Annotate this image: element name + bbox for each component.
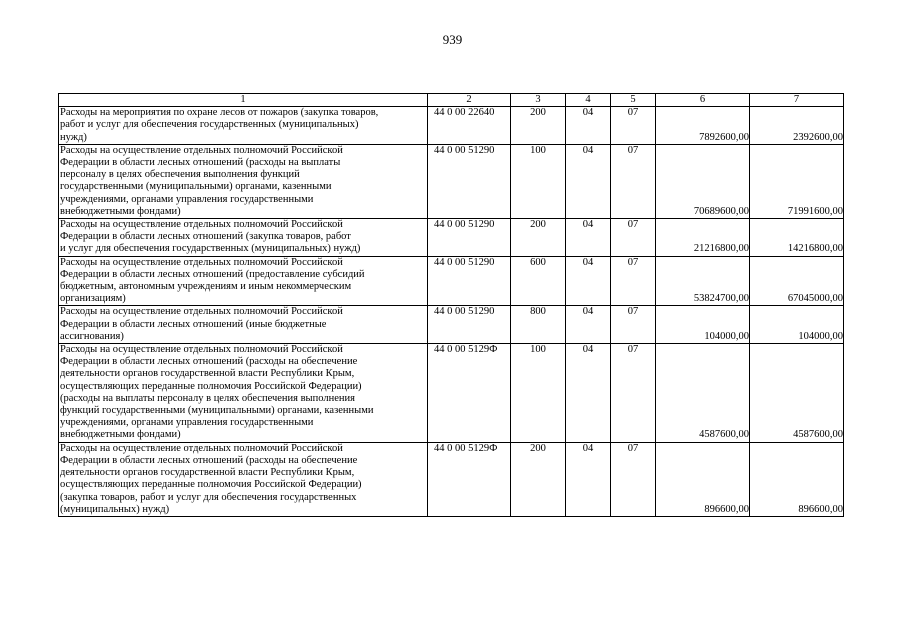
description-line: нужд) (60, 131, 87, 143)
expense-type-code: 200 (511, 442, 566, 516)
section-code: 04 (566, 344, 611, 443)
description-line: работ и услуг для обеспечения государственных (муниципальных) (60, 119, 359, 131)
subsection-code: 07 (611, 256, 656, 306)
section-code: 04 (566, 442, 611, 516)
description-line: Федерации в области лесных отношений (расходы на выплаты (60, 157, 341, 169)
amount-year-2: 71991600,00 (750, 144, 844, 218)
amount-year-1: 896600,00 (656, 442, 750, 516)
column-header: 7 (750, 94, 844, 107)
column-numbers-row (59, 94, 844, 107)
amount-year-2: 896600,00 (750, 442, 844, 516)
amount-year-1: 21216800,00 (656, 219, 750, 257)
subsection-code: 07 (611, 344, 656, 443)
expense-type-code: 200 (511, 107, 566, 145)
amount-year-2: 4587600,00 (750, 344, 844, 443)
description-line: учреждениями, органами управления государственными (60, 417, 314, 429)
amount-year-1: 53824700,00 (656, 256, 750, 306)
amount-year-2: 67045000,00 (750, 256, 844, 306)
expense-description (59, 306, 428, 344)
description-line: Расходы на мероприятия по охране лесов от пожаров (закупка товаров, (60, 107, 379, 119)
description-line: и услуг для обеспечения государственных (муниципальных) нужд) (60, 243, 361, 255)
description-line: организациям) (60, 293, 126, 305)
subsection-code: 07 (611, 219, 656, 257)
amount-year-1: 70689600,00 (656, 144, 750, 218)
target-article-code: 44 0 00 51290 (428, 306, 511, 344)
expense-description (59, 219, 428, 257)
target-article-code: 44 0 00 51290 (428, 144, 511, 218)
column-header: 2 (428, 94, 511, 107)
column-header: 4 (566, 94, 611, 107)
subsection-code: 07 (611, 306, 656, 344)
description-line: (муниципальных) нужд) (60, 503, 170, 515)
table-row (59, 442, 844, 516)
description-line: (расходы на выплаты персоналу в целях обеспечения выполнения (60, 392, 355, 404)
target-article-code: 44 0 00 51290 (428, 219, 511, 257)
target-article-code: 44 0 00 22640 (428, 107, 511, 145)
target-article-code: 44 0 00 51290 (428, 256, 511, 306)
expense-description (59, 442, 428, 516)
subsection-code: 07 (611, 144, 656, 218)
amount-year-2: 2392600,00 (750, 107, 844, 145)
subsection-code: 07 (611, 442, 656, 516)
description-line: Расходы на осуществление отдельных полномочий Российской (60, 219, 343, 231)
description-line: персоналу в целях обеспечения выполнения функций (60, 169, 300, 181)
amount-year-1: 7892600,00 (656, 107, 750, 145)
subsection-code: 07 (611, 107, 656, 145)
target-article-code: 44 0 00 5129Ф (428, 344, 511, 443)
description-line: государственными (муниципальными) органами, казенными (60, 181, 332, 193)
description-line: Расходы на осуществление отдельных полномочий Российской (60, 144, 343, 156)
table-row (59, 256, 844, 306)
description-line: Федерации в области лесных отношений (иные бюджетные (60, 318, 327, 330)
description-line: Федерации в области лесных отношений (предоставление субсидий (60, 268, 365, 280)
expense-type-code: 100 (511, 344, 566, 443)
amount-year-2: 104000,00 (750, 306, 844, 344)
description-line: Федерации в области лесных отношений (расходы на обеспечение (60, 356, 358, 368)
description-line: деятельности органов государственной власти Республики Крым, (60, 467, 355, 479)
description-line: Расходы на осуществление отдельных полномочий Российской (60, 344, 343, 356)
section-code: 04 (566, 306, 611, 344)
page-number: 939 (442, 32, 463, 47)
expense-description (59, 344, 428, 443)
expense-description (59, 107, 428, 145)
column-header: 3 (511, 94, 566, 107)
description-line: Расходы на осуществление отдельных полномочий Российской (60, 306, 343, 318)
description-line: ассигнования) (60, 330, 124, 342)
expense-description (59, 256, 428, 306)
description-line: деятельности органов государственной власти Республики Крым, (60, 368, 355, 380)
expense-type-code: 600 (511, 256, 566, 306)
column-header: 5 (611, 94, 656, 107)
table-row (59, 107, 844, 145)
target-article-code: 44 0 00 5129Ф (428, 442, 511, 516)
expense-description (59, 144, 428, 218)
description-line: внебюджетными фондами) (60, 429, 181, 441)
amount-year-2: 14216800,00 (750, 219, 844, 257)
expense-type-code: 800 (511, 306, 566, 344)
description-line: осуществляющих переданные полномочия Российской Федерации) (60, 380, 362, 392)
expense-type-code: 200 (511, 219, 566, 257)
table-row (59, 219, 844, 257)
budget-table (58, 93, 844, 517)
section-code: 04 (566, 219, 611, 257)
description-line: Расходы на осуществление отдельных полномочий Российской (60, 256, 343, 268)
description-line: бюджетным, автономным учреждениям и иным некоммерческим (60, 281, 352, 293)
section-code: 04 (566, 107, 611, 145)
section-code: 04 (566, 144, 611, 218)
amount-year-1: 104000,00 (656, 306, 750, 344)
description-line: учреждениями, органами управления государственными (60, 193, 314, 205)
expense-type-code: 100 (511, 144, 566, 218)
section-code: 04 (566, 256, 611, 306)
column-header: 6 (656, 94, 750, 107)
amount-year-1: 4587600,00 (656, 344, 750, 443)
description-line: Расходы на осуществление отдельных полномочий Российской (60, 442, 343, 454)
table-row (59, 344, 844, 443)
description-line: Федерации в области лесных отношений (расходы на обеспечение (60, 454, 358, 466)
column-header: 1 (59, 94, 428, 107)
description-line: внебюджетными фондами) (60, 205, 181, 217)
description-line: (закупка товаров, работ и услуг для обеспечения государственных (60, 491, 357, 503)
table-row (59, 144, 844, 218)
description-line: осуществляющих переданные полномочия Российской Федерации) (60, 479, 362, 491)
description-line: функций государственными (муниципальными) органами, казенными (60, 405, 374, 417)
table-row (59, 306, 844, 344)
description-line: Федерации в области лесных отношений (закупка товаров, работ (60, 231, 351, 243)
